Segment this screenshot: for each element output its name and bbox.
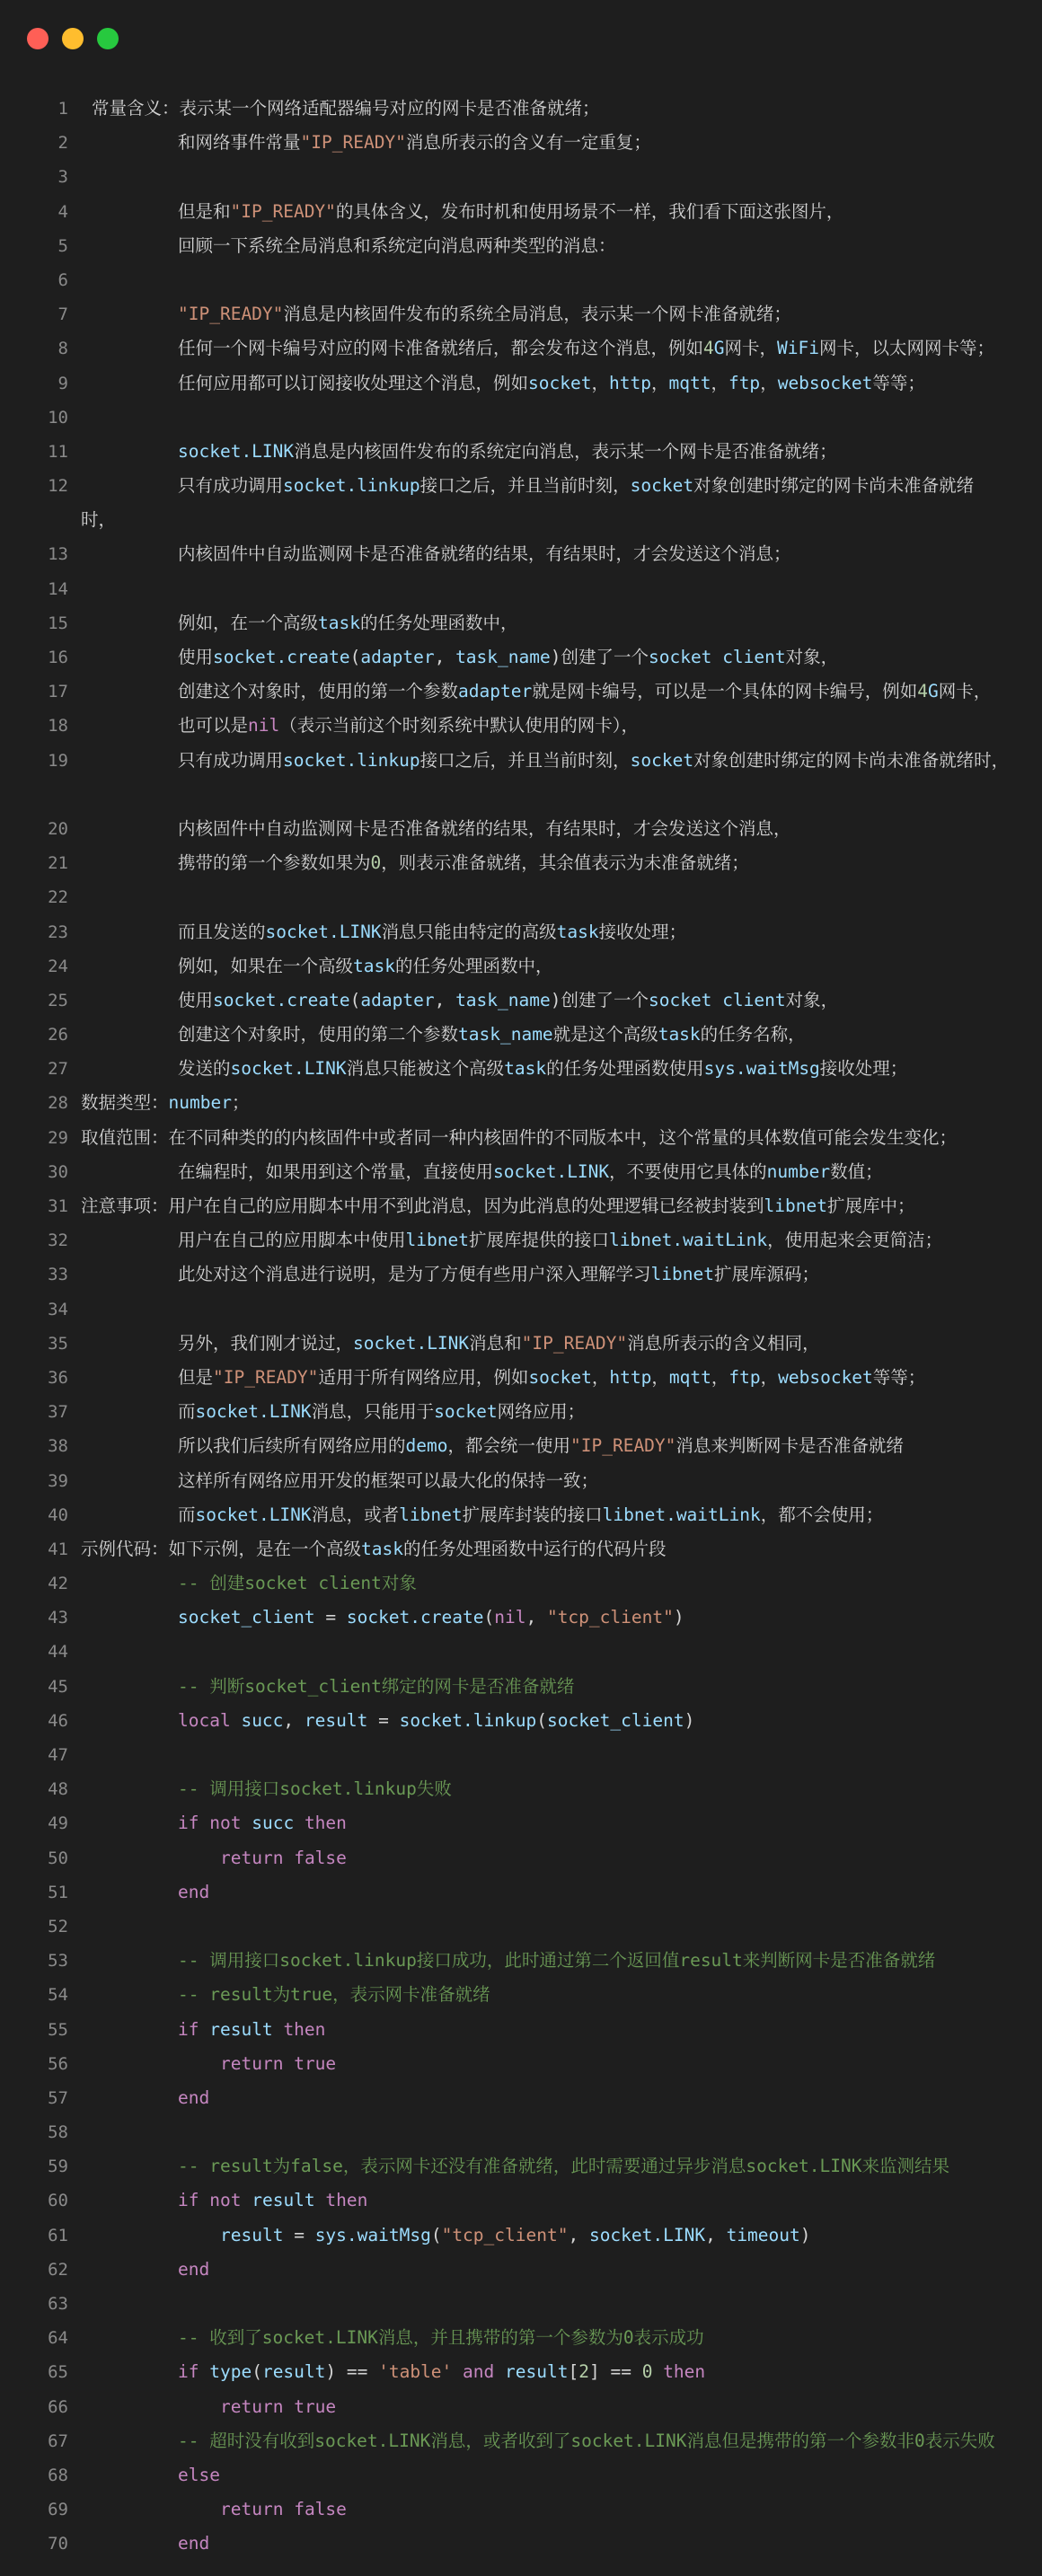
line-text: -- result为false，表示网卡还没有准备就绪，此时需要通过异步消息socket.LINK来监测结果 [178, 2156, 950, 2177]
line-number: 33 [48, 1265, 68, 1285]
line-text: -- result为true，表示网卡准备就绪 [178, 1984, 490, 2006]
code-line [0, 709, 1042, 743]
line-number: 50 [48, 1848, 68, 1868]
line-number: 44 [48, 1642, 68, 1663]
line-text: 使用socket.create(adapter, task_name)创建了一个socket client对象， [178, 647, 839, 668]
line-number: 67 [48, 2430, 68, 2451]
line-number: 63 [48, 2294, 68, 2315]
code-line [0, 366, 1042, 401]
line-number: 16 [48, 648, 68, 668]
code-line [0, 1223, 1042, 1257]
close-button[interactable] [27, 28, 49, 49]
line-text: 内核固件中自动监测网卡是否准备就绪的结果，有结果时，才会发送这个消息； [178, 543, 791, 565]
line-text: 常量含义：表示某一个网络适配器编号对应的网卡是否准备就绪； [92, 98, 600, 119]
line-text: -- 调用接口socket.linkup失败 [178, 1778, 452, 1800]
code-line [0, 2527, 1042, 2561]
line-number: 32 [48, 1231, 68, 1251]
line-number: 38 [48, 1436, 68, 1457]
code-line [0, 1361, 1042, 1395]
code-line [0, 435, 1042, 469]
code-line [0, 744, 1042, 812]
code-line [0, 1052, 1042, 1086]
line-text: 用户在自己的应用脚本中使用libnet扩展库提供的接口libnet.waitLink，使用起来会更简洁； [178, 1230, 943, 1251]
code-line [0, 1875, 1042, 1910]
code-line [0, 1738, 1042, 1772]
code-line [0, 2219, 1042, 2253]
line-text: 数据类型：number； [81, 1092, 250, 1114]
maximize-button[interactable] [97, 28, 119, 49]
line-text: 也可以是nil（表示当前这个时刻系统中默认使用的网卡）， [178, 715, 640, 737]
line-text: if not result then [178, 2190, 368, 2211]
line-text: -- 创建socket client对象 [178, 1573, 417, 1594]
line-text: end [178, 2533, 210, 2554]
line-number: 13 [48, 544, 68, 565]
code-block [0, 92, 1042, 2562]
code-line [0, 1772, 1042, 1806]
line-number: 66 [48, 2396, 68, 2417]
line-text: -- 判断socket_client绑定的网卡是否准备就绪 [178, 1675, 575, 1697]
line-text: 而socket.LINK消息，只能用于socket网络应用； [178, 1401, 586, 1423]
line-number: 40 [48, 1504, 68, 1525]
line-number: 43 [48, 1608, 68, 1628]
line-number: 69 [48, 2500, 68, 2520]
line-number: 64 [48, 2328, 68, 2349]
code-line [0, 572, 1042, 606]
line-text: else [178, 2464, 220, 2485]
code-line [0, 1257, 1042, 1292]
line-text: 而且发送的socket.LINK消息只能由特定的高级task接收处理； [178, 921, 687, 942]
line-number: 6 [57, 269, 68, 290]
line-number: 58 [48, 2122, 68, 2143]
code-line [0, 1601, 1042, 1635]
code-line [0, 1464, 1042, 1498]
line-text: 携带的第一个参数如果为0，则表示准备就绪，其余值表示为未准备就绪； [178, 852, 749, 874]
line-number: 28 [48, 1093, 68, 1114]
code-line [0, 469, 1042, 537]
line-text: 回顾一下系统全局消息和系统定向消息两种类型的消息： [178, 234, 616, 256]
line-text: 例如，如果在一个高级task的任务处理函数中， [178, 955, 553, 976]
line-text: result = sys.waitMsg("tcp_client", socket.LINK, timeout) [220, 2224, 811, 2245]
line-text: return false [220, 1847, 347, 1868]
line-text: 在编程时，如果用到这个常量，直接使用socket.LINK，不要使用它具体的number数值； [178, 1160, 883, 1182]
line-number: 53 [48, 1951, 68, 1972]
code-line [0, 331, 1042, 366]
line-text: 使用socket.create(adapter, task_name)创建了一个socket client对象， [178, 989, 839, 1010]
line-number: 55 [48, 2019, 68, 2040]
line-number: 19 [48, 750, 68, 771]
line-text: 但是和"IP_READY"的具体含义，发布时机和使用场景不一样，我们看下面这张图片， [178, 200, 844, 222]
code-line [0, 1292, 1042, 1327]
line-number: 7 [57, 304, 68, 325]
line-number: 24 [48, 956, 68, 976]
line-text: 示例代码：如下示例，是在一个高级task的任务处理函数中运行的代码片段 [81, 1538, 667, 1559]
line-text: 内核固件中自动监测网卡是否准备就绪的结果，有结果时，才会发送这个消息， [178, 817, 791, 839]
line-number: 15 [48, 613, 68, 633]
line-text: 但是"IP_READY"适用于所有网络应用，例如socket，http，mqtt，ftp，websocket等等； [178, 1366, 926, 1388]
line-text: return false [220, 2499, 347, 2520]
line-text: socket_client = socket.create(nil, "tcp_client") [178, 1607, 684, 1628]
code-line [0, 160, 1042, 194]
code-line [0, 1121, 1042, 1155]
code-line [0, 1532, 1042, 1566]
code-line [0, 2424, 1042, 2458]
line-number: 29 [48, 1127, 68, 1148]
line-text: 和网络事件常量"IP_READY"消息所表示的含义有一定重复； [178, 132, 651, 154]
code-line [0, 537, 1042, 571]
code-line [0, 2047, 1042, 2081]
line-number: 37 [48, 1402, 68, 1423]
line-text: 另外，我们刚才说过，socket.LINK消息和"IP_READY"消息所表示的含义相同， [178, 1332, 820, 1354]
line-number: 65 [48, 2362, 68, 2383]
line-text: -- 超时没有收到socket.LINK消息，或者收到了socket.LINK消息但是携带的第一个参数非0表示失败 [178, 2430, 995, 2451]
code-line [0, 263, 1042, 297]
code-line [0, 2492, 1042, 2527]
line-number: 46 [48, 1710, 68, 1731]
code-line [0, 1978, 1042, 2012]
code-line [0, 401, 1042, 435]
code-line [0, 1910, 1042, 1944]
code-line [0, 812, 1042, 846]
code-line [0, 2390, 1042, 2424]
code-line [0, 92, 1042, 126]
line-text: 而socket.LINK消息，或者libnet扩展库封装的接口libnet.waitLink，都不会使用； [178, 1504, 884, 1525]
line-number: 10 [48, 407, 68, 428]
code-line [0, 1670, 1042, 1704]
code-line [0, 1806, 1042, 1840]
line-number: 34 [48, 1299, 68, 1319]
code-line [0, 1635, 1042, 1669]
code-line [0, 2458, 1042, 2492]
line-number: 39 [48, 1470, 68, 1491]
line-number: 17 [48, 682, 68, 702]
code-line [0, 2149, 1042, 2183]
line-number: 3 [57, 167, 68, 188]
line-number: 2 [57, 133, 68, 154]
code-line [0, 1086, 1042, 1120]
code-line [0, 1566, 1042, 1601]
line-number: 42 [48, 1574, 68, 1594]
line-text: -- 收到了socket.LINK消息，并且携带的第一个参数为0表示成功 [178, 2327, 704, 2349]
code-line [0, 1395, 1042, 1429]
line-number: 61 [48, 2225, 68, 2245]
line-number: 21 [48, 853, 68, 874]
code-line [0, 2253, 1042, 2287]
line-text: "IP_READY"消息是内核固件发布的系统全局消息，表示某一个网卡准备就绪； [178, 304, 791, 325]
line-text: 此处对这个消息进行说明，是为了方便有些用户深入理解学习libnet扩展库源码； [178, 1264, 819, 1285]
code-line [0, 229, 1042, 263]
line-number: 60 [48, 2191, 68, 2211]
line-number: 8 [57, 339, 68, 359]
line-text: if not succ then [178, 1813, 347, 1834]
line-text: end [178, 1881, 210, 1902]
line-text: 创建这个对象时，使用的第一个参数adapter就是网卡编号，可以是一个具体的网卡编号，例如4G网卡， [178, 681, 992, 702]
line-number: 5 [57, 235, 68, 256]
code-line [0, 2355, 1042, 2389]
line-number: 51 [48, 1882, 68, 1902]
line-text: return true [220, 2052, 337, 2074]
line-number: 25 [48, 990, 68, 1010]
line-text: 创建这个对象时，使用的第二个参数task_name就是这个高级task的任务名称， [178, 1024, 806, 1045]
line-number: 20 [48, 818, 68, 839]
line-number: 1 [57, 99, 68, 119]
line-number: 49 [48, 1813, 68, 1834]
line-number: 36 [48, 1367, 68, 1388]
line-number: 18 [48, 716, 68, 737]
code-line [0, 2321, 1042, 2355]
line-number: 70 [48, 2534, 68, 2554]
line-text: if result then [178, 2018, 326, 2040]
code-line [0, 675, 1042, 709]
line-number: 4 [57, 201, 68, 222]
line-number: 56 [48, 2053, 68, 2074]
line-text: socket.LINK消息是内核固件发布的系统定向消息，表示某一个网卡是否准备就绪； [178, 440, 837, 462]
line-text: 发送的socket.LINK消息只能被这个高级task的任务处理函数使用sys.waitMsg接收处理； [178, 1058, 908, 1080]
code-line [0, 2115, 1042, 2149]
line-number: 22 [48, 887, 68, 908]
line-text: 这样所有网络应用开发的框架可以最大化的保持一致； [178, 1469, 599, 1491]
code-line [0, 606, 1042, 640]
line-text: return true [220, 2395, 337, 2417]
line-number: 68 [48, 2465, 68, 2485]
line-text: end [178, 2086, 210, 2108]
code-line [0, 949, 1042, 984]
line-text: 任何应用都可以订阅接收处理这个消息，例如socket，http，mqtt，ftp，websocket等等； [178, 372, 925, 393]
minimize-button[interactable] [62, 28, 84, 49]
code-line [0, 1327, 1042, 1361]
line-number: 41 [48, 1539, 68, 1559]
code-line [0, 880, 1042, 914]
code-line [0, 195, 1042, 229]
line-number: 62 [48, 2259, 68, 2280]
line-number: 35 [48, 1333, 68, 1354]
line-number: 52 [48, 1916, 68, 1936]
line-number: 31 [48, 1196, 68, 1217]
code-line [0, 1155, 1042, 1189]
line-number: 48 [48, 1779, 68, 1800]
line-number: 11 [48, 441, 68, 462]
line-number: 26 [48, 1025, 68, 1045]
code-line [0, 297, 1042, 331]
code-line [0, 1429, 1042, 1463]
code-line [0, 1018, 1042, 1052]
line-text: 所以我们后续所有网络应用的demo，都会统一使用"IP_READY"消息来判断网卡是否准备就绪 [178, 1435, 904, 1457]
line-number: 9 [57, 373, 68, 393]
code-line [0, 640, 1042, 675]
line-number: 27 [48, 1059, 68, 1080]
code-line [0, 1704, 1042, 1738]
code-line [0, 1189, 1042, 1223]
code-line [0, 1944, 1042, 1978]
line-text: if type(result) == 'table' and result[2] == 0 then [178, 2361, 706, 2383]
line-text: 只有成功调用socket.linkup接口之后，并且当前时刻，socket对象创建时绑定的网卡尚未准备就绪 [178, 475, 975, 497]
line-text: local succ, result = socket.linkup(socket_client) [178, 1709, 695, 1731]
code-line [0, 2183, 1042, 2218]
line-number: 14 [48, 578, 68, 599]
line-number: 54 [48, 1985, 68, 2006]
line-text: -- 调用接口socket.linkup接口成功，此时通过第二个返回值result来判断网卡是否准备就绪 [178, 1950, 936, 1972]
line-number: 45 [48, 1676, 68, 1697]
code-line [0, 984, 1042, 1018]
line-number: 57 [48, 2087, 68, 2108]
line-number: 47 [48, 1745, 68, 1766]
code-line [0, 2013, 1042, 2047]
line-number: 30 [48, 1161, 68, 1182]
line-text: 只有成功调用socket.linkup接口之后，并且当前时刻，socket对象创建时绑定的网卡尚未准备就绪时， [178, 749, 1010, 771]
code-line [0, 2287, 1042, 2321]
title-bar [0, 0, 1042, 77]
line-text: end [178, 2258, 210, 2280]
line-number: 12 [48, 476, 68, 497]
line-text: 例如，在一个高级task的任务处理函数中， [178, 612, 518, 633]
line-number: 23 [48, 922, 68, 942]
code-line [0, 1498, 1042, 1532]
line-continuation: 时， [81, 509, 117, 531]
line-text: 注意事项：用户在自己的应用脚本中用不到此消息，因为此消息的处理逻辑已经被封装到libnet扩展库中； [81, 1195, 915, 1217]
line-text: 取值范围：在不同种类的的内核固件中或者同一种内核固件的不同版本中，这个常量的具体数值可能会发生变化； [81, 1126, 958, 1148]
line-number: 59 [48, 2157, 68, 2177]
code-line [0, 2081, 1042, 2115]
code-line [0, 846, 1042, 880]
code-line [0, 915, 1042, 949]
code-line [0, 126, 1042, 160]
line-text: 任何一个网卡编号对应的网卡准备就绪后，都会发布这个消息，例如4G网卡，WiFi网卡，以太网网卡等； [178, 338, 995, 359]
code-line [0, 1841, 1042, 1875]
